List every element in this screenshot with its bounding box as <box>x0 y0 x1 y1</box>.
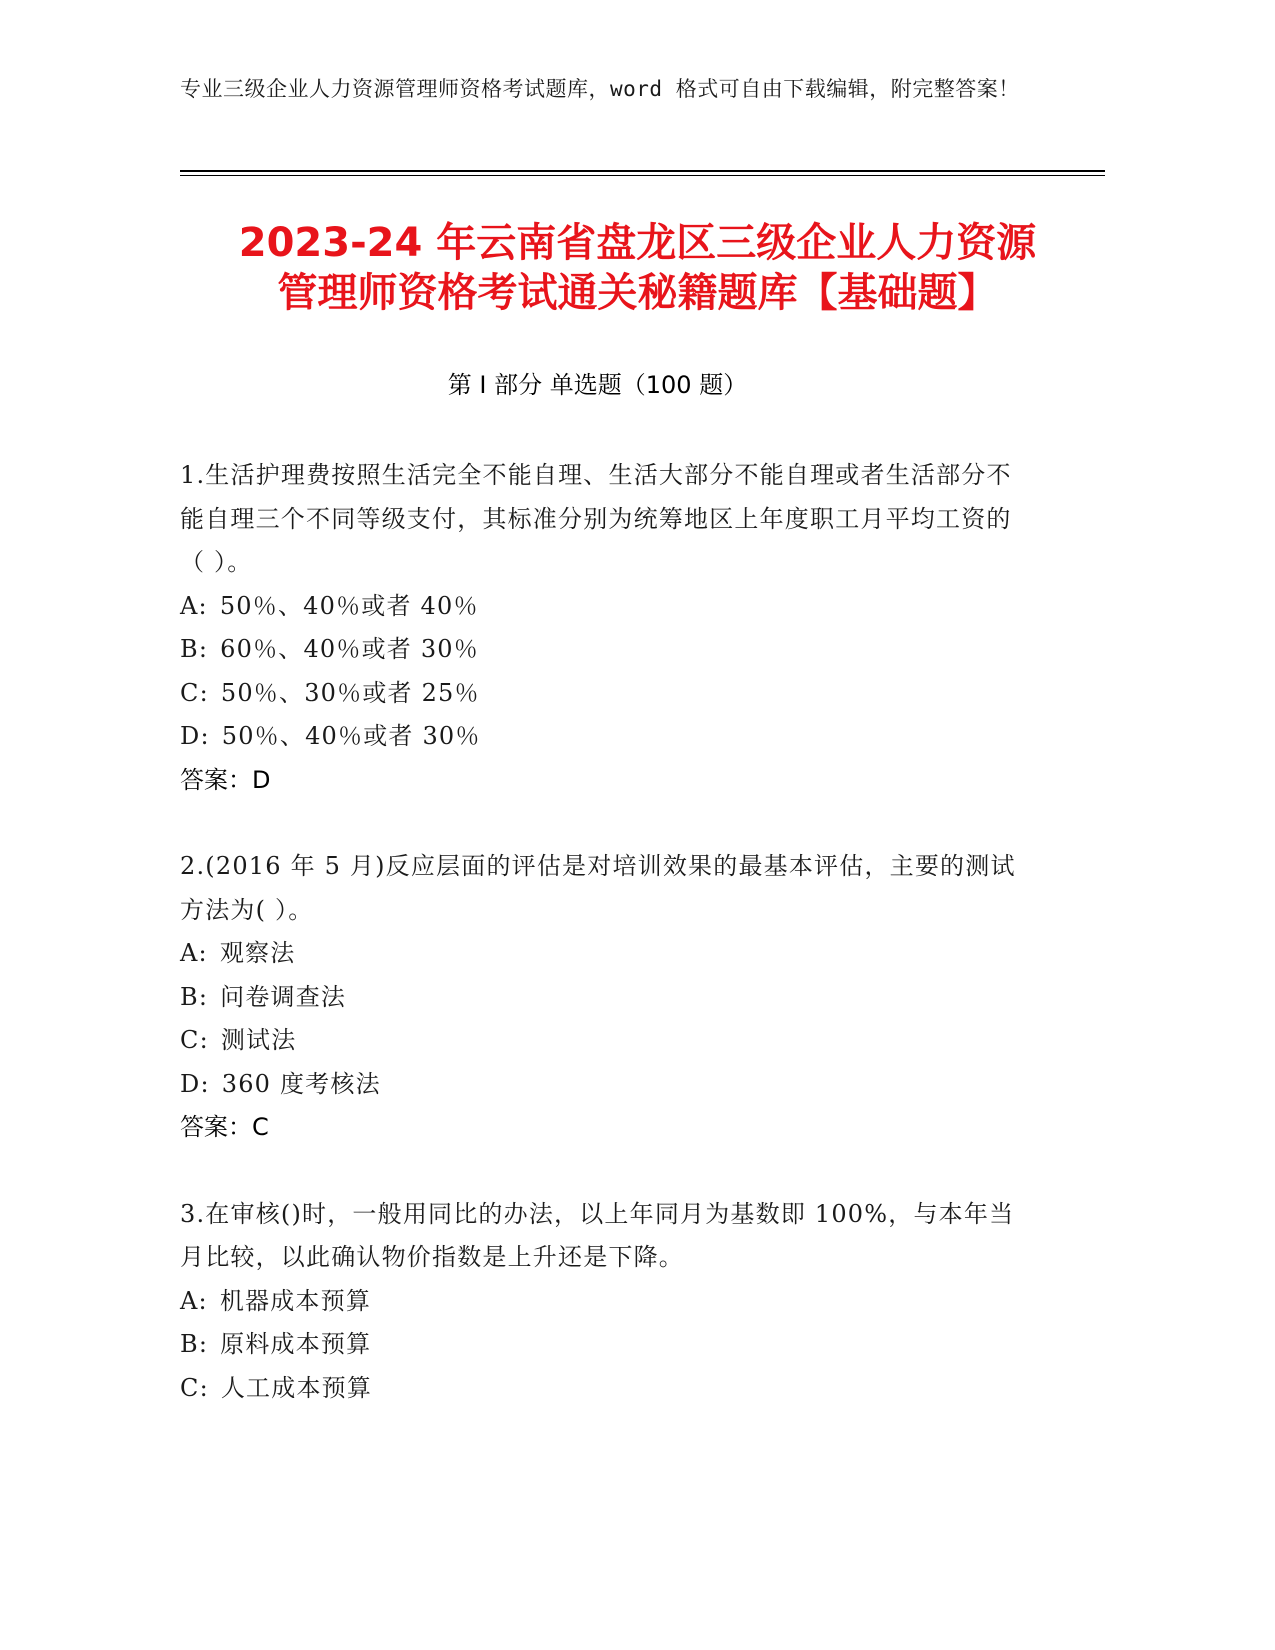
option-text: 50％、40％或者 30％ <box>221 722 481 750</box>
option-c <box>180 1019 1025 1063</box>
option-b <box>180 976 1025 1020</box>
option-key: C: <box>180 1026 209 1054</box>
answer-line: 答案：D <box>180 765 271 794</box>
option-key: C: <box>180 678 209 707</box>
option-key: D: <box>180 722 210 750</box>
question-list <box>180 454 1025 1453</box>
option-key: A: <box>180 1286 208 1315</box>
option-key: B: <box>180 982 209 1011</box>
option-key: D: <box>180 1069 210 1098</box>
title-line-2: 管理师资格考试通关秘籍题库【基础题】 <box>277 270 998 316</box>
question-stem: 1.生活护理费按照生活完全不能自理、生活大部分不能自理或者生活部分不能自理三个不同等级支付，其标准分别为统筹地区上年度职工月平均工资的（ ）。 <box>180 461 1012 576</box>
header-note: 专业三级企业人力资源管理师资格考试题库，word 格式可自由下载编辑，附完整答案！ <box>180 77 1020 101</box>
option-key: C: <box>180 1373 209 1402</box>
option-text: 人工成本预算 <box>220 1373 373 1402</box>
option-a <box>180 932 1025 976</box>
title-line-1: 2023-24 年云南省盘龙区三级企业人力资源 <box>238 220 1037 266</box>
question-stem: 3.在审核()时，一般用同比的办法，以上年同月为基数即 100%，与本年当月比较，以此确认物价指数是上升还是下降。 <box>180 1199 1015 1271</box>
option-text: 测试法 <box>220 1026 297 1054</box>
option-text: 问卷调查法 <box>220 982 347 1011</box>
option-key: B: <box>180 1330 209 1358</box>
answer-line: 答案：C <box>180 1113 269 1141</box>
option-b <box>180 1323 1025 1367</box>
question-stem: 2.(2016 年 5 月)反应层面的评估是对培训效果的最基本评估，主要的测试方法为( ）。 <box>180 852 1016 924</box>
header-divider-thick <box>180 170 1105 172</box>
question-1 <box>180 454 1025 802</box>
option-key: A: <box>180 939 208 967</box>
option-text: 360 度考核法 <box>221 1069 381 1098</box>
option-text: 机器成本预算 <box>219 1286 372 1315</box>
option-text: 60％、40％或者 30％ <box>220 635 479 663</box>
option-key: B: <box>180 635 209 663</box>
option-a <box>180 1280 1025 1324</box>
option-c <box>180 672 1025 716</box>
option-key: A: <box>180 591 208 620</box>
option-d <box>180 715 1025 759</box>
option-d <box>180 1063 1025 1107</box>
header-divider-thin <box>180 175 1105 176</box>
option-text: 50％、40％或者 40％ <box>219 591 479 620</box>
option-a <box>180 585 1025 629</box>
option-c <box>180 1367 1025 1411</box>
document-title <box>160 218 1115 318</box>
section-heading: 第 I 部分 单选题（100 题） <box>447 371 748 399</box>
question-2 <box>180 845 1025 1150</box>
option-b <box>180 628 1025 672</box>
option-text: 观察法 <box>219 939 296 967</box>
option-text: 50％、30％或者 25％ <box>220 678 480 707</box>
question-3 <box>180 1193 1025 1411</box>
option-text: 原料成本预算 <box>220 1330 372 1358</box>
